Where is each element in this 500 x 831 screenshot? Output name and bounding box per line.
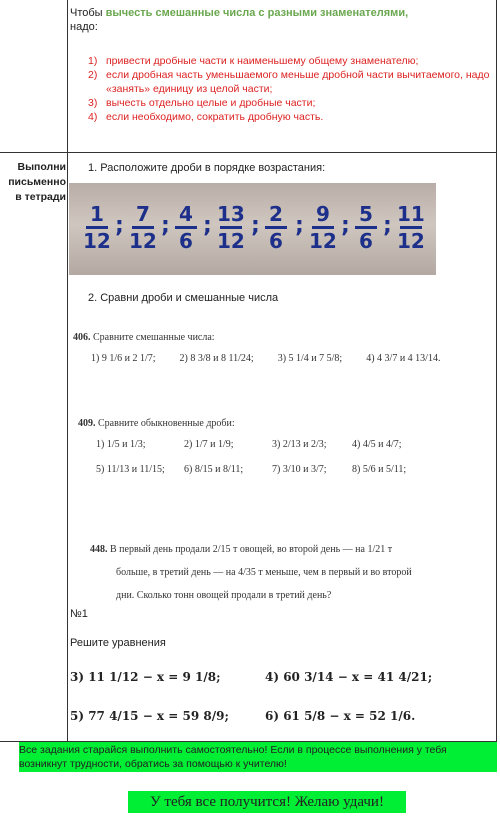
exercise-item: 3) 5 1/4 и 7 5/8; — [277, 353, 343, 364]
exercise-title: Сравните обыкновенные дроби: — [98, 418, 235, 429]
photo-fraction — [83, 203, 111, 252]
equation: 6) 61 5/8 − x = 52 1/6. — [265, 709, 416, 723]
side-label-line: в тетради — [15, 191, 66, 203]
rule-item — [88, 96, 493, 110]
footer-note: Все задания старайся выполнить самостоятельно! Если в процессе выполнения у тебя возникнут трудности, обратись за помощью к учителю! — [19, 744, 447, 770]
exercise-409 — [78, 418, 498, 475]
fraction-numerator: 7 — [135, 202, 150, 226]
rule-text: привести дробные части к наименьшему общему знаменателю; — [106, 55, 419, 67]
exercise-406 — [73, 332, 493, 364]
rule-text: вычесть отдельно целые и дробные части; — [106, 97, 316, 109]
exercise-item: 4) 4 3/7 и 4 13/14. — [366, 353, 441, 364]
exercise-item: 8) 5/6 и 5/11; — [352, 464, 407, 475]
exercise-item: 5) 11/13 и 11/15; — [96, 464, 165, 475]
table-left-border — [67, 0, 68, 742]
fraction-denominator: 12 — [83, 229, 111, 253]
fraction-numerator: 13 — [217, 202, 245, 226]
photo-fraction — [217, 203, 245, 252]
equation: 5) 77 4/15 − x = 59 8/9; — [70, 709, 229, 723]
exercise-number: 448. — [90, 544, 108, 555]
photo-fraction — [355, 203, 377, 252]
exercise-number: 409. — [78, 418, 96, 429]
intro-suffix: надо: — [70, 21, 98, 33]
exercise-line: В первый день продали 2/15 т овощей, во второй день — на 1/21 т — [110, 544, 393, 555]
fraction-denominator: 6 — [269, 229, 283, 253]
intro-text — [70, 6, 490, 34]
rule-text: если необходимо, сократить дробную часть. — [106, 111, 324, 123]
rule-number: 2) — [88, 69, 98, 81]
photo-fraction — [175, 203, 197, 252]
exercise-item: 2) 1/7 и 1/9; — [184, 439, 234, 450]
fraction-separator: ; — [251, 213, 260, 238]
table-right-border — [496, 0, 497, 742]
photo-fraction — [397, 203, 425, 252]
side-label-line: письменно — [8, 176, 66, 188]
fraction-numerator: 1 — [89, 202, 104, 226]
fraction-separator: ; — [115, 213, 124, 238]
rule-item — [88, 110, 493, 124]
rule-number: 3) — [88, 97, 98, 109]
no1-label: №1 — [70, 608, 88, 620]
rule-item — [88, 68, 493, 96]
fraction-numerator: 11 — [397, 202, 425, 226]
equation: 3) 11 1/12 − x = 9 1/8; — [70, 670, 221, 684]
equation: 4) 60 3/14 − x = 41 4/21; — [265, 670, 433, 684]
intro-prefix: Чтобы — [70, 7, 103, 19]
photo-fraction — [309, 203, 337, 252]
side-label-line: Выполни — [17, 161, 66, 173]
intro-highlight: вычесть смешанные числа с разными знаменателями, — [105, 7, 409, 19]
rule-number: 4) — [88, 111, 98, 123]
fraction-denominator: 6 — [179, 229, 193, 253]
fraction-denominator: 12 — [217, 229, 245, 253]
rule-text: если дробная часть уменьшаемого меньше дробной части вычитаемого, надо «занять» единицу из целой части; — [106, 69, 490, 95]
fraction-separator: ; — [341, 213, 350, 238]
fraction-separator: ; — [203, 213, 212, 238]
fraction-denominator: 12 — [309, 229, 337, 253]
fraction-separator: ; — [161, 213, 170, 238]
rule-item — [88, 54, 493, 68]
exercise-item: 6) 8/15 и 8/11; — [184, 464, 244, 475]
exercise-item: 3) 2/13 и 2/3; — [272, 439, 327, 450]
table-row-divider — [0, 152, 497, 153]
exercise-448 — [90, 538, 490, 607]
task2-heading: 2. Сравни дроби и смешанные числа — [88, 292, 279, 304]
exercise-line: больше, в третий день — на 4/35 т меньше, чем в первый и во второй — [116, 567, 412, 578]
exercise-title: Сравните смешанные числа: — [93, 332, 215, 343]
handwritten-fractions-photo — [69, 183, 436, 275]
photo-fraction — [265, 203, 287, 252]
fraction-separator: ; — [383, 213, 392, 238]
rules-list — [88, 54, 493, 124]
fraction-denominator: 6 — [359, 229, 373, 253]
fraction-separator: ; — [295, 213, 304, 238]
fraction-denominator: 12 — [129, 229, 157, 253]
fraction-numerator: 9 — [315, 202, 330, 226]
photo-fraction — [129, 203, 157, 252]
exercise-item: 1) 1/5 и 1/3; — [96, 439, 146, 450]
task1-heading: 1. Расположите дроби в порядке возрастания: — [88, 162, 326, 174]
fraction-numerator: 4 — [179, 202, 193, 226]
exercise-item: 1) 9 1/6 и 2 1/7; — [91, 353, 156, 364]
exercise-item: 2) 8 3/8 и 8 11/24; — [179, 353, 254, 364]
fraction-numerator: 2 — [269, 202, 283, 226]
exercise-item: 4) 4/5 и 4/7; — [352, 439, 402, 450]
side-label — [0, 160, 66, 205]
rule-number: 1) — [88, 55, 98, 67]
exercise-number: 406. — [73, 332, 91, 343]
fraction-numerator: 5 — [359, 202, 373, 226]
solve-label: Решите уравнения — [70, 637, 166, 649]
exercise-item: 7) 3/10 и 3/7; — [272, 464, 327, 475]
fraction-denominator: 12 — [397, 229, 425, 253]
good-luck-banner: У тебя все получится! Желаю удачи! — [128, 791, 406, 813]
exercise-line: дни. Сколько тонн овощей продали в третий день? — [116, 590, 332, 601]
